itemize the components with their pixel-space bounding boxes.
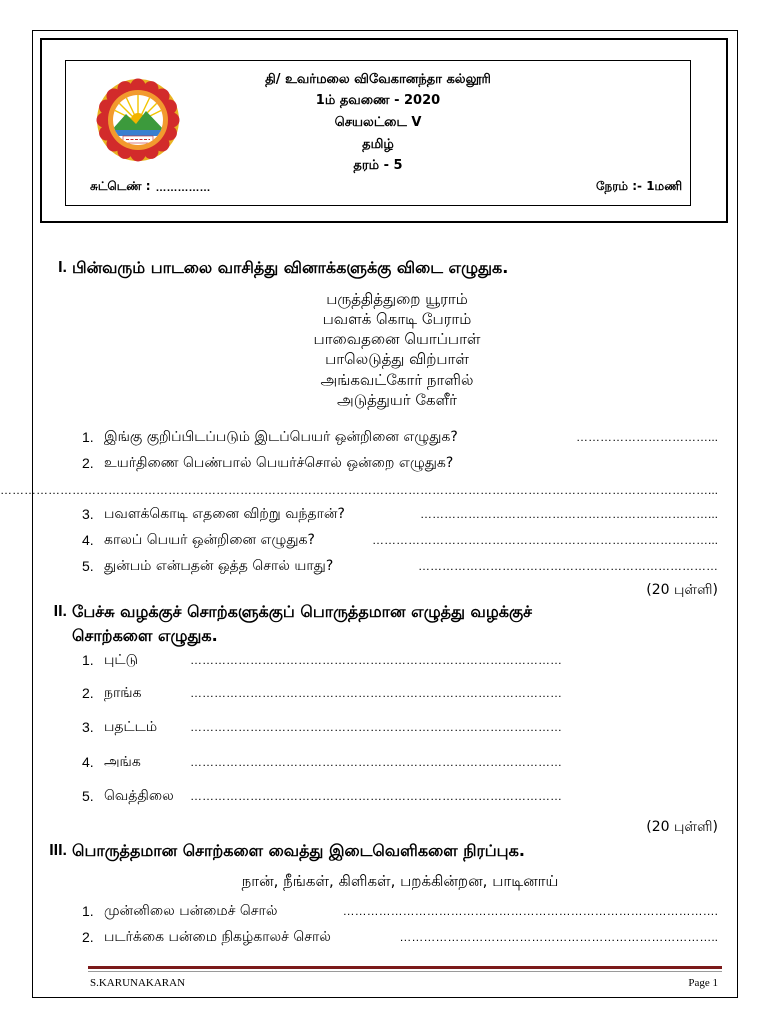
answer-dots: ………………………………………………………………… [418,559,718,573]
answer-dots: ………………………………………………………………………………… [190,755,562,769]
answer-blank [283,901,718,921]
word-bank: நான், நீங்கள், கிளிகள், பறக்கின்றன, பாடினாய் [241,872,559,890]
poem-line: பவளக் கொடி பேராம் [322,310,472,328]
term-label: 1ம் தவணை - 2020 [315,93,441,108]
subject-label: தமிழ் [362,137,394,152]
item-number: 4. [82,754,94,770]
item-number: 2. [82,685,94,701]
answer-blank [190,650,562,670]
answer-blank [321,530,718,550]
question-row [82,927,718,947]
answer-blank [190,683,562,703]
footer-author: S.KARUNAKARAN [90,977,186,989]
index-number-label: சுட்டெண் : [90,179,151,193]
poem-line: பருத்தித்துறை யூராம் [326,290,468,308]
answer-dots: ……………………………... [575,430,718,444]
answer-dots: …………………………………………………………………….. [399,930,718,944]
answer-dots: …………………………………………………………………………... [371,533,718,547]
question-text: பவளக்கொடி எதனை விற்று வந்தான்? [104,506,345,522]
list-item [82,752,564,772]
question-number: 2. [82,929,94,945]
section-2-title-cont: சொற்களை எழுதுக. [72,626,218,645]
item-word: பதட்டம் [104,719,158,735]
item-word: வெத்திலை [104,788,174,804]
poem-line: பாலெடுத்து விற்பாள் [325,350,469,368]
question-text: முன்னிலை பன்மைச் சொல் [104,903,278,919]
answer-blank [464,427,718,447]
question-number: 3. [82,506,94,522]
index-number-field [90,178,290,198]
question-text: படர்க்கை பன்மை நிகழ்காலச் சொல் [104,929,331,945]
section-3-title: பொருத்தமான சொற்களை வைத்து இடைவெளிகளை நிரப்புக. [72,841,525,860]
item-word: புட்டு [104,652,139,668]
item-number: 5. [82,788,94,804]
answer-blank [190,717,562,737]
question-number: 2. [82,455,94,471]
question-row [82,901,718,921]
section-2-numeral: II. [53,603,67,620]
section-2-marks: (20 புள்ளி) [646,819,718,835]
question-row [82,556,718,576]
question-text: இங்கு குறிப்பிடப்படும் இடப்பெயர் ஒன்றினை எழுதுக? [104,429,458,445]
school-name: தி/ உவர்மலை விவேகானந்தா கல்லூரி [265,72,491,87]
footer-rule-thin [88,971,722,972]
question-number: 1. [82,903,94,919]
index-number-blank: …………… [155,182,211,194]
question-number: 5. [82,558,94,574]
answer-blank [0,480,718,500]
section-1-marks: (20 புள்ளி) [646,582,718,598]
answer-dots: ………………………………………………………………………………… [190,686,562,700]
answer-line [0,480,718,500]
item-number: 1. [82,652,94,668]
answer-blank [339,556,718,576]
question-row [82,427,718,447]
list-item [82,650,564,670]
question-row [82,504,718,524]
section-3-numeral: III. [49,842,67,859]
section-1-numeral: I. [58,259,67,276]
footer-rule [88,966,722,969]
question-number: 1. [82,429,94,445]
item-word: அங்க [104,754,141,770]
question-row [82,453,718,473]
question-text: உயர்திணை பெண்பால் பெயர்ச்சொல் ஒன்றை எழுதுக? [104,455,454,471]
section-2-title: பேச்சு வழக்குச் சொற்களுக்குப் பொருத்தமான எழுத்து வழக்குச் [72,602,532,621]
answer-blank [351,504,718,524]
question-text: காலப் பெயர் ஒன்றினை எழுதுக? [104,532,315,548]
list-item [82,717,564,737]
answer-blank [190,752,562,772]
poem-line: பாவைதனை யொப்பாள் [313,330,481,348]
answer-dots: ……………………………………………………………………………………………………………………………………………………………... [0,483,718,497]
question-text: துன்பம் என்பதன் ஒத்த சொல் யாது? [104,558,334,574]
section-1-title: பின்வரும் பாடலை வாசித்து வினாக்களுக்கு விடை எழுதுக. [72,258,509,277]
answer-dots: ………………………………………………………………………………… [190,789,562,803]
item-word: நாங்க [104,685,142,701]
answer-dots: …………………………………………………………………………………. [342,904,718,918]
answer-blank [190,786,562,806]
item-number: 3. [82,719,94,735]
answer-dots: ………………………………………………………………………………… [190,653,562,667]
answer-dots: ………………………………………………………………………………… [190,720,562,734]
list-item [82,786,564,806]
poem-line: அடுத்துயர் கேளீர் [337,391,457,409]
worksheet-label: செயலட்டை V [334,115,422,130]
poem-line: அங்கவட்கோர் நாளில் [320,371,474,389]
question-row [82,530,718,550]
question-number: 4. [82,532,94,548]
answer-dots: ………………………………………………………………... [419,507,718,521]
grade-label: தரம் - 5 [353,158,403,173]
page-number: Page 1 [688,977,718,989]
time-label: நேரம் :- 1மணி [596,179,683,193]
answer-blank [337,927,718,947]
list-item [82,683,564,703]
